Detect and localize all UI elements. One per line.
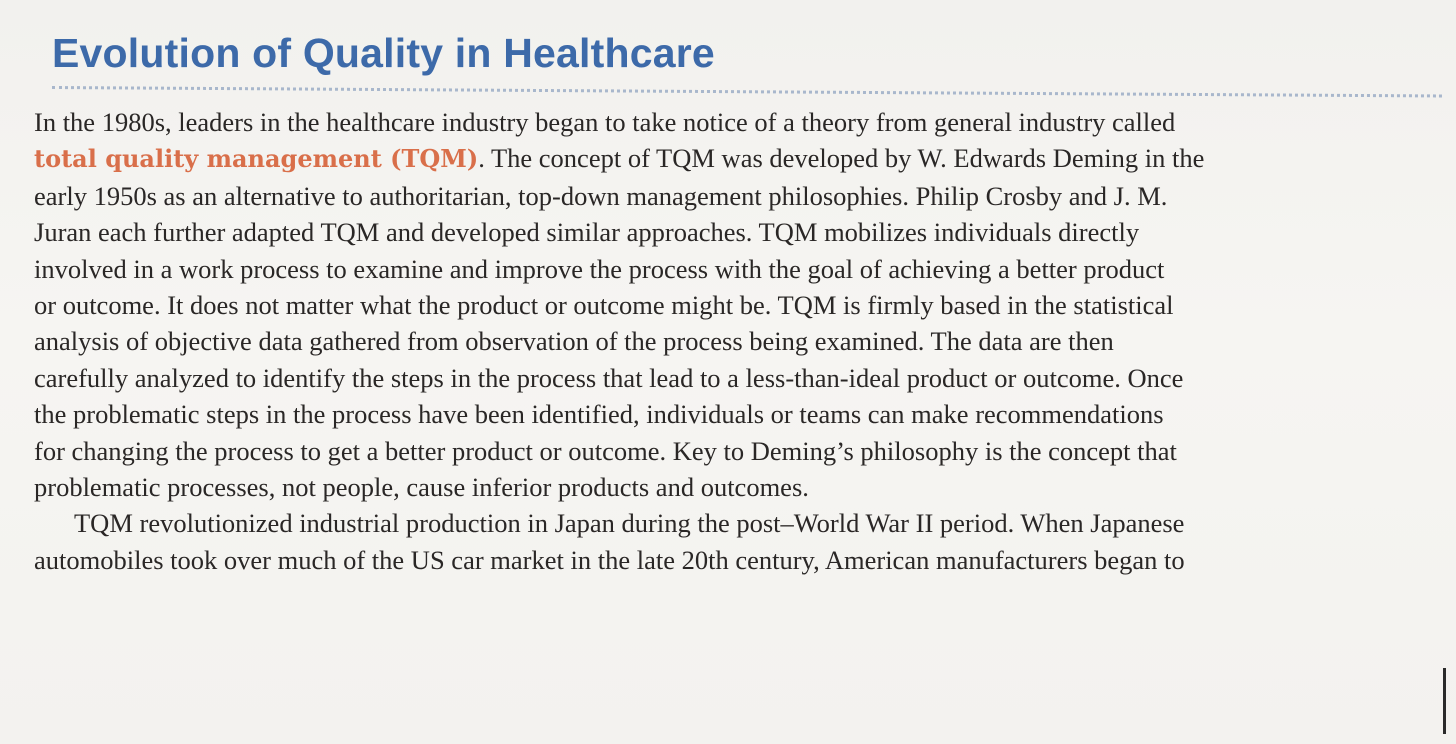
paragraph-1-line-6: or outcome. It does not matter what the product or outcome might be. TQM is firmly based in the statistical: [34, 290, 1174, 321]
paragraph-1-line-5: involved in a work process to examine and improve the process with the goal of achieving a better product: [34, 253, 1165, 284]
paragraph-2-line-2: automobiles took over much of the US car market in the late 20th century, American manufacturers began to: [34, 544, 1185, 575]
paragraph-1-line-10: for changing the process to get a better product or outcome. Key to Deming’s philosophy is the concept that: [34, 435, 1177, 466]
paragraph-1-line-8: carefully analyzed to identify the steps in the process that lead to a less-than-ideal product or outcome. Once: [34, 362, 1184, 393]
heading-dotted-rule: [52, 86, 1442, 97]
paragraph-1-line-4: Juran each further adapted TQM and developed similar approaches. TQM mobilizes individuals directly: [34, 217, 1140, 248]
paragraph-1-line-7: analysis of objective data gathered from observation of the process being examined. The data are then: [34, 326, 1114, 357]
paragraph-1-line-2: [34, 140, 1446, 177]
paragraph-1-line-11: problematic processes, not people, cause inferior products and outcomes.: [34, 472, 809, 503]
body-text: [34, 104, 1446, 578]
paragraph-2-line-1: TQM revolutionized industrial production in Japan during the post–World War II period. When Japanese: [74, 508, 1185, 539]
paragraph-1-line-2-rest: . The concept of TQM was developed by W. Edwards Deming in the: [478, 143, 1205, 174]
section-heading: Evolution of Quality in Healthcare: [52, 30, 715, 76]
paragraph-1-line-1: In the 1980s, leaders in the healthcare industry began to take notice of a theory from general industry called: [34, 107, 1176, 137]
paragraph-1-line-3: early 1950s as an alternative to authoritarian, top-down management philosophies. Philip Crosby and J. M.: [34, 180, 1168, 211]
page-edge-mark: [1443, 668, 1446, 734]
paragraph-1-line-9: the problematic steps in the process have been identified, individuals or teams can make recommendations: [34, 399, 1164, 430]
key-term-tqm: total quality management (TQM): [34, 144, 479, 174]
